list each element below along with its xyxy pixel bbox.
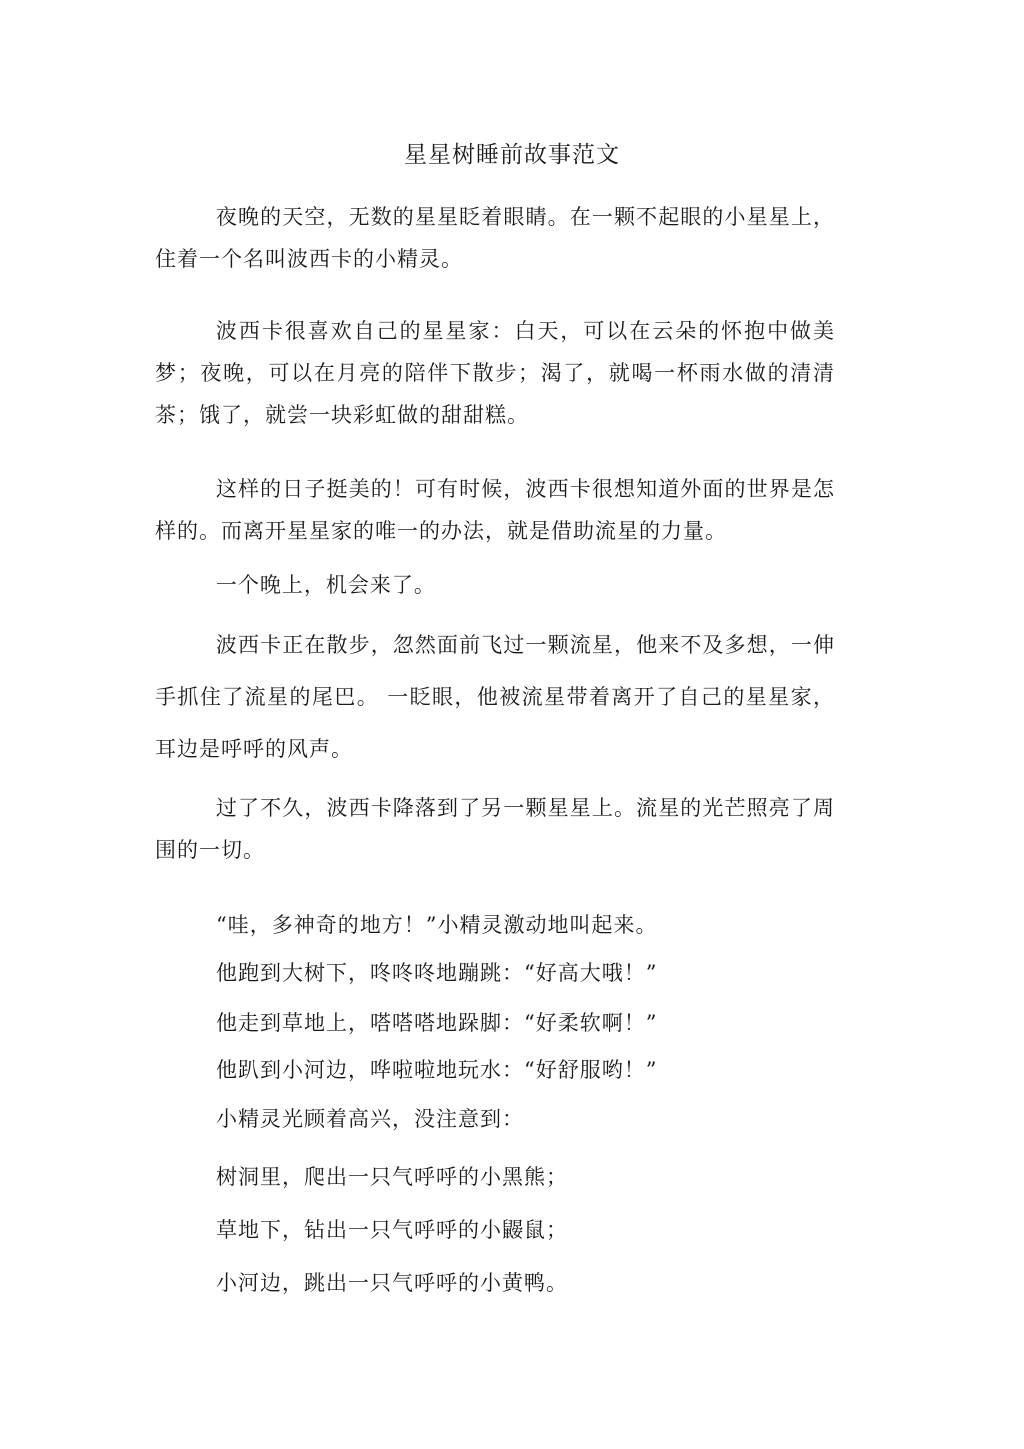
dialogue-line-1: “哇，多神奇的地方！”小精灵激动地叫起来。 [216,913,658,937]
paragraph-4: 一个晚上，机会来了。 [215,573,436,597]
paragraph-5: 波西卡正在散步，忽然面前飞过一颗流星，他来不及多想，一伸手抓住了流星的尾巴。 一眨眼，他被流星带着离开了自己的星星家，耳边是呼呼的风声。 [155,633,835,761]
paragraph-2: 波西卡很喜欢自己的星星家：白天，可以在云朵的怀抱中做美梦；夜晚，可以在月亮的陪伴下散步；渴了，就喝一杯雨水做的清清茶；饿了，就尝一块彩虹做的甜甜糕。 [155,319,835,427]
paragraph-6: 过了不久，波西卡降落到了另一颗星星上。流星的光芒照亮了周围的一切。 [155,796,835,862]
story-line-5: 小精灵光顾着高兴，没注意到： [216,1107,524,1131]
story-line-7: 草地下，钻出一只气呼呼的小鼹鼠； [216,1218,568,1242]
dialogue-line-4: 他趴到小河边，哗啦啦地玩水：“好舒服哟！” [216,1058,658,1082]
story-line-6: 树洞里，爬出一只气呼呼的小黑熊； [216,1165,568,1189]
page-title: 星星树睡前故事范文 [404,142,620,168]
dialogue-line-2: 他跑到大树下，咚咚咚地蹦跳：“好高大哦！” [216,961,658,985]
paragraph-1: 夜晚的天空，无数的星星眨着眼睛。在一颗不起眼的小星星上，住着一个名叫波西卡的小精灵。 [155,205,835,271]
dialogue-line-3: 他走到草地上，嗒嗒嗒地跺脚：“好柔软啊！” [216,1011,658,1035]
story-line-8: 小河边，跳出一只气呼呼的小黄鸭。 [216,1271,568,1295]
paragraph-3: 这样的日子挺美的！可有时候，波西卡很想知道外面的世界是怎样的。而离开星星家的唯一的办法，就是借助流星的力量。 [155,477,835,543]
